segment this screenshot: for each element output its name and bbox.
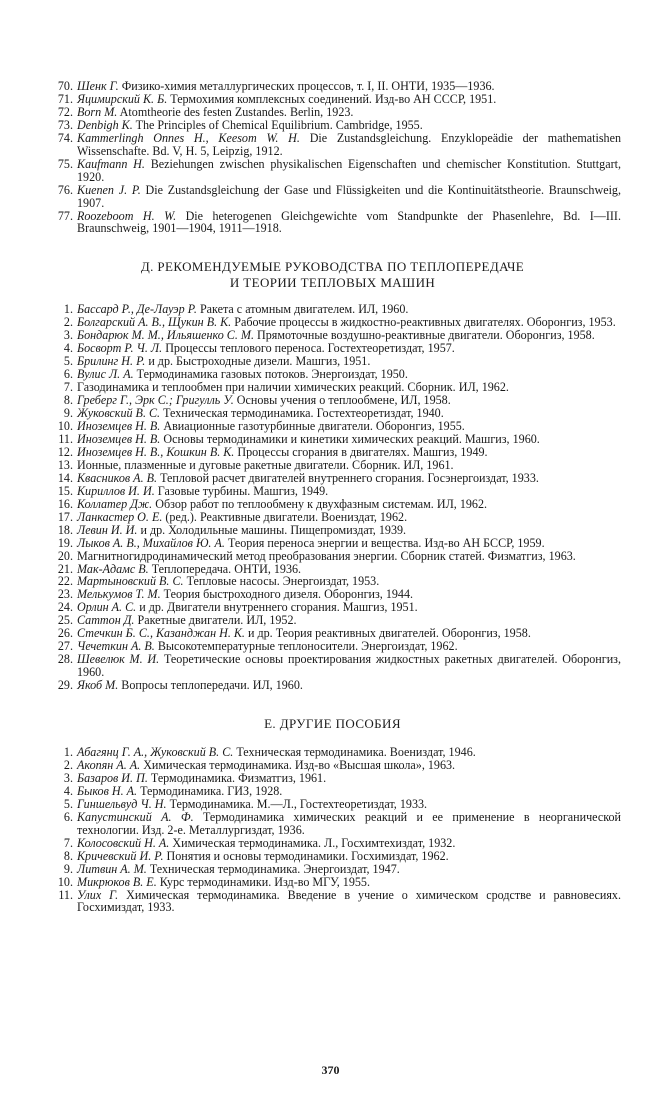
entry-author: Жуковский В. С. bbox=[77, 406, 161, 421]
entry-number: 6. bbox=[63, 367, 73, 382]
entry-author: Ланкастер О. Е. bbox=[77, 509, 163, 524]
entry-text: Тепловые насосы. Энергоиздат, 1953. bbox=[186, 574, 380, 589]
entry-number: 12. bbox=[57, 444, 73, 459]
entry-author: Кричевский И. Р. bbox=[77, 848, 164, 863]
entry-author: Орлин А. С. bbox=[77, 600, 137, 615]
entry-number: 19. bbox=[57, 535, 73, 550]
entry-text: Термодинамика. Физматгиз, 1961. bbox=[150, 770, 327, 785]
entry-author: Улих Г. bbox=[77, 887, 119, 902]
entry-number: 72. bbox=[57, 104, 73, 119]
entry-author: Яцимирский К. Б. bbox=[77, 91, 168, 106]
entry-text: Теория быстроходного дизеля. Оборонгиз, 1944. bbox=[163, 587, 414, 602]
entry-number: 26. bbox=[57, 626, 73, 641]
entry-number: 27. bbox=[57, 639, 73, 654]
entry-text: Техническая термодинамика. Гостехтеоретиздат, 1940. bbox=[163, 406, 444, 421]
entry-text: Beziehungen zwischen physikalischen Eigenschaften und chemischer Konstitution. Stuttgart, 1920. bbox=[77, 156, 621, 184]
entry-text: Химическая термодинамика. Л., Госхимтехиздат, 1932. bbox=[172, 835, 456, 850]
entry-number: 10. bbox=[57, 874, 73, 889]
entry-body bbox=[77, 889, 621, 915]
entry-number: 77. bbox=[57, 208, 73, 223]
entry-text: Курс термодинамики. Изд-во МГУ, 1955. bbox=[159, 874, 371, 889]
entry-number: 2. bbox=[63, 315, 73, 330]
entry-author: Вулис Л. А. bbox=[77, 367, 134, 382]
entry-author: Быков Н. А. bbox=[77, 783, 138, 798]
entry-text: Die Zustandsgleichung der Gase und Flüssigkeiten und die Kontinuitätstheorie. Braunschweig, 1907. bbox=[77, 182, 622, 210]
entry-author: Капустинский А. Ф. bbox=[77, 809, 194, 824]
entry-text: Ракетные двигатели. ИЛ, 1952. bbox=[137, 613, 297, 628]
entry-author: Абагянц Г. А., Жуковский В. С. bbox=[77, 745, 234, 760]
entry-text: Прямоточные воздушно-реактивные двигатели. Оборонгиз, 1958. bbox=[257, 328, 595, 343]
entry-number: 7. bbox=[63, 835, 73, 850]
entry-text: Теоретические основы проектирования жидкостных ракетных двигателей. Оборонгиз, 1960. bbox=[77, 652, 621, 680]
entry-number: 23. bbox=[57, 587, 73, 602]
entry-number: 75. bbox=[57, 156, 73, 171]
entry-number: 1. bbox=[63, 745, 73, 760]
entry-text: Понятия и основы термодинамики. Госхимиздат, 1962. bbox=[166, 848, 449, 863]
entry-author: Стечкин Б. С., Казанджан Н. К. bbox=[77, 626, 245, 641]
entry-text: Авиационные газотурбинные двигатели. Оборонгиз, 1955. bbox=[163, 419, 465, 434]
entry-text: Химическая термодинамика. Изд-во «Высшая школа», 1963. bbox=[143, 757, 456, 772]
entry-author: Квасников А. В. bbox=[77, 470, 158, 485]
entry-number: 15. bbox=[57, 483, 73, 498]
entry-author: Кириллов И. И. bbox=[77, 483, 155, 498]
reference-list-section-e bbox=[44, 746, 621, 914]
entry-author: Колосовский Н. А. bbox=[77, 835, 170, 850]
entry-number: 4. bbox=[63, 341, 73, 356]
entry-number: 18. bbox=[57, 522, 73, 537]
entry-text: Теплопередача. ОНТИ, 1936. bbox=[151, 561, 302, 576]
entry-author: Шенк Г. bbox=[77, 79, 119, 93]
entry-number: 74. bbox=[57, 130, 73, 145]
entry-text: и др. Быстроходные дизели. Машгиз, 1951. bbox=[148, 354, 371, 369]
entry-text: Основы учения о теплообмене, ИЛ, 1958. bbox=[236, 393, 451, 408]
entry-text: Основы термодинамики и кинетики химических реакций. Машгиз, 1960. bbox=[163, 431, 540, 446]
entry-author: Kaufmann H. bbox=[77, 156, 145, 171]
entry-author: Бондарюк М. М., Ильяшенко С. М. bbox=[77, 328, 254, 343]
entry-author: Мак-Адамс В. bbox=[77, 561, 149, 576]
entry-author: Иноземцев Н. В., Кошкин В. К. bbox=[77, 444, 235, 459]
entry-number: 4. bbox=[63, 783, 73, 798]
entry-number: 11. bbox=[58, 887, 73, 902]
entry-number: 5. bbox=[63, 796, 73, 811]
entry-text: Atomtheorie des festen Zustandes. Berlin, 1923. bbox=[119, 104, 354, 119]
entry-text: Термодинамика. М.—Л., Гостехтеоретиздат, 1933. bbox=[169, 796, 428, 811]
entry-number: 3. bbox=[63, 328, 73, 343]
entry-text: Die heterogenen Gleichgewichte vom Standpunkte der Phasenlehre, Bd. I—III. Braunschweig, 1901—1904, 1911—1918. bbox=[77, 208, 621, 236]
entry-author: Born M. bbox=[77, 104, 118, 119]
entry-author: Саттон Д. bbox=[77, 613, 135, 628]
entry-number: 70. bbox=[57, 79, 73, 93]
entry-text: Ионные, плазменные и дуговые ракетные двигатели. Сборник. ИЛ, 1961. bbox=[77, 457, 454, 472]
entry-number: 29. bbox=[57, 678, 73, 693]
entry-author: Мартыновский В. С. bbox=[77, 574, 184, 589]
entry-author: Якоб М. bbox=[77, 678, 119, 693]
entry-text: и др. Двигатели внутреннего сгорания. Машгиз, 1951. bbox=[139, 600, 418, 615]
entry-text: Магнитногидродинамический метод преобразования энергии. Сборник статей. Физматгиз, 1963. bbox=[77, 548, 576, 563]
entry-author: Коллатер Дж. bbox=[77, 496, 153, 511]
entry-text: и др. Теория реактивных двигателей. Оборонгиз, 1958. bbox=[247, 626, 531, 641]
reference-entry bbox=[44, 653, 621, 679]
entry-text: Техническая термодинамика. Воениздат, 1946. bbox=[236, 745, 476, 760]
entry-text: Термохимия комплексных соединений. Изд-во АН СССР, 1951. bbox=[170, 91, 497, 106]
reference-entry bbox=[44, 184, 621, 210]
reference-list-section-d bbox=[44, 303, 621, 692]
entry-text: Ракета с атомным двигателем. ИЛ, 1960. bbox=[199, 302, 409, 317]
entry-number: 8. bbox=[63, 848, 73, 863]
entry-number: 9. bbox=[63, 861, 73, 876]
entry-text: и др. Холодильные машины. Пищепромиздат, 1939. bbox=[140, 522, 407, 537]
entry-text: Физико-химия металлургических процессов, т. I, II. ОНТИ, 1935—1936. bbox=[121, 79, 495, 93]
entry-body bbox=[77, 811, 621, 837]
entry-number: 1. bbox=[63, 302, 73, 317]
reference-entry bbox=[44, 679, 621, 692]
entry-body bbox=[77, 132, 621, 158]
entry-text: Высокотемпературные теплоносители. Энергоиздат, 1962. bbox=[157, 639, 458, 654]
entry-number: 13. bbox=[57, 457, 73, 472]
section-d-title-line2: И ТЕОРИИ ТЕПЛОВЫХ МАШИН bbox=[229, 275, 436, 291]
entry-author: Roozeboom H. W. bbox=[77, 208, 177, 223]
page-number: 370 bbox=[321, 1063, 340, 1077]
entry-author: Греберг Г., Эрк С.; Григулль У. bbox=[77, 393, 234, 408]
entry-number: 3. bbox=[63, 770, 73, 785]
reference-list-continued bbox=[44, 80, 621, 235]
entry-number: 6. bbox=[63, 809, 73, 824]
reference-entry bbox=[44, 210, 621, 236]
entry-body bbox=[77, 653, 621, 679]
entry-text: Химическая термодинамика. Введение в учение о химическом сродстве и равновесиях. Госхимиздат, 1933. bbox=[77, 887, 621, 915]
entry-number: 25. bbox=[57, 613, 73, 628]
entry-author: Болгарский А. В., Щукин В. К. bbox=[77, 315, 232, 330]
entry-number: 22. bbox=[57, 574, 73, 589]
entry-author: Лыков А. В., Михайлов Ю. А. bbox=[77, 535, 225, 550]
entry-author: Босворт Р. Ч. Л. bbox=[77, 341, 163, 356]
entry-author: Базаров И. П. bbox=[77, 770, 148, 785]
entry-text: Газодинамика и теплообмен при наличии химических реакций. Сборник. ИЛ, 1962. bbox=[77, 380, 509, 395]
entry-author: Бассард Р., Де-Лауэр Р. bbox=[77, 302, 197, 317]
entry-number: 76. bbox=[57, 182, 73, 197]
entry-text: The Principles of Chemical Equilibrium. Cambridge, 1955. bbox=[135, 117, 423, 132]
entry-text: (ред.). Реактивные двигатели. Воениздат, 1962. bbox=[165, 509, 408, 524]
entry-number: 9. bbox=[63, 406, 73, 421]
entry-body bbox=[77, 679, 621, 692]
entry-number: 8. bbox=[63, 393, 73, 408]
entry-text: Техническая термодинамика. Энергоиздат, 1947. bbox=[149, 861, 400, 876]
section-e-title: Е. ДРУГИЕ ПОСОБИЯ bbox=[264, 716, 401, 732]
entry-number: 11. bbox=[58, 431, 73, 446]
entry-number: 73. bbox=[57, 117, 73, 132]
entry-author: Шевелюк М. И. bbox=[77, 652, 160, 667]
entry-text: Процессы теплового переноса. Гостехтеоретиздат, 1957. bbox=[165, 341, 455, 356]
entry-body bbox=[77, 184, 621, 210]
entry-number: 71. bbox=[57, 91, 73, 106]
entry-text: Вопросы теплопередачи. ИЛ, 1960. bbox=[121, 678, 303, 693]
entry-number: 20. bbox=[57, 548, 73, 563]
entry-author: Брилинг Н. Р. bbox=[77, 354, 146, 369]
section-d-title-line1: Д. РЕКОМЕНДУЕМЫЕ РУКОВОДСТВА ПО ТЕПЛОПЕРЕДАЧЕ bbox=[140, 259, 525, 275]
section-d-title bbox=[44, 259, 621, 291]
entry-text: Термодинамика газовых потоков. Энергоиздат, 1950. bbox=[136, 367, 408, 382]
entry-text: Процессы сгорания в двигателях. Машгиз, 1949. bbox=[237, 444, 488, 459]
entry-text: Газовые турбины. Машгиз, 1949. bbox=[157, 483, 329, 498]
entry-number: 28. bbox=[57, 652, 73, 667]
entry-number: 21. bbox=[57, 561, 73, 576]
entry-text: Теория переноса энергии и вещества. Изд-во АН БССР, 1959. bbox=[227, 535, 545, 550]
entry-number: 5. bbox=[63, 354, 73, 369]
entry-number: 10. bbox=[57, 419, 73, 434]
entry-author: Литвин А. М. bbox=[77, 861, 147, 876]
entry-author: Kammerlingh Onnes H., Keesom W. H. bbox=[77, 130, 300, 145]
entry-text: Термодинамика химических реакций и ее применение в неорганической технологии. Изд. 2-е. Металлургиздат, 1936. bbox=[77, 809, 622, 837]
entry-number: 16. bbox=[57, 496, 73, 511]
entry-body bbox=[77, 158, 621, 184]
entry-text: Рабочие процессы в жидкостно-реактивных двигателях. Оборонгиз, 1953. bbox=[234, 315, 616, 330]
entry-body bbox=[77, 210, 621, 236]
entry-text: Die Zustandsgleichung. Enzyklopeädie der mathematishen Wissenschafte. Bd. V, H. 5, Leipzig, 1912. bbox=[77, 130, 622, 158]
entry-number: 24. bbox=[57, 600, 73, 615]
entry-author: Иноземцев Н. В. bbox=[77, 431, 161, 446]
entry-text: Тепловой расчет двигателей внутреннего сгорания. Госэнергоиздат, 1933. bbox=[160, 470, 539, 485]
entry-author: Мелькумов Т. М. bbox=[77, 587, 161, 602]
entry-number: 7. bbox=[63, 380, 73, 395]
entry-author: Иноземцев Н. В. bbox=[77, 419, 161, 434]
reference-entry bbox=[44, 158, 621, 184]
entry-author: Denbigh K. bbox=[77, 117, 133, 132]
reference-entry bbox=[44, 132, 621, 158]
entry-author: Левин И. И. bbox=[77, 522, 138, 537]
reference-entry bbox=[44, 889, 621, 915]
entry-author: Микрюков В. Е. bbox=[77, 874, 157, 889]
entry-number: 14. bbox=[57, 470, 73, 485]
entry-number: 2. bbox=[63, 757, 73, 772]
entry-author: Акопян А. А. bbox=[77, 757, 141, 772]
entry-text: Обзор работ по теплообмену к двухфазным системам. ИЛ, 1962. bbox=[155, 496, 488, 511]
entry-author: Kuenen J. P. bbox=[77, 182, 141, 197]
reference-entry bbox=[44, 811, 621, 837]
entry-author: Чечеткин А. В. bbox=[77, 639, 155, 654]
entry-number: 17. bbox=[57, 509, 73, 524]
entry-text: Термодинамика. ГИЗ, 1928. bbox=[140, 783, 283, 798]
entry-author: Гиншельвуд Ч. Н. bbox=[77, 796, 167, 811]
